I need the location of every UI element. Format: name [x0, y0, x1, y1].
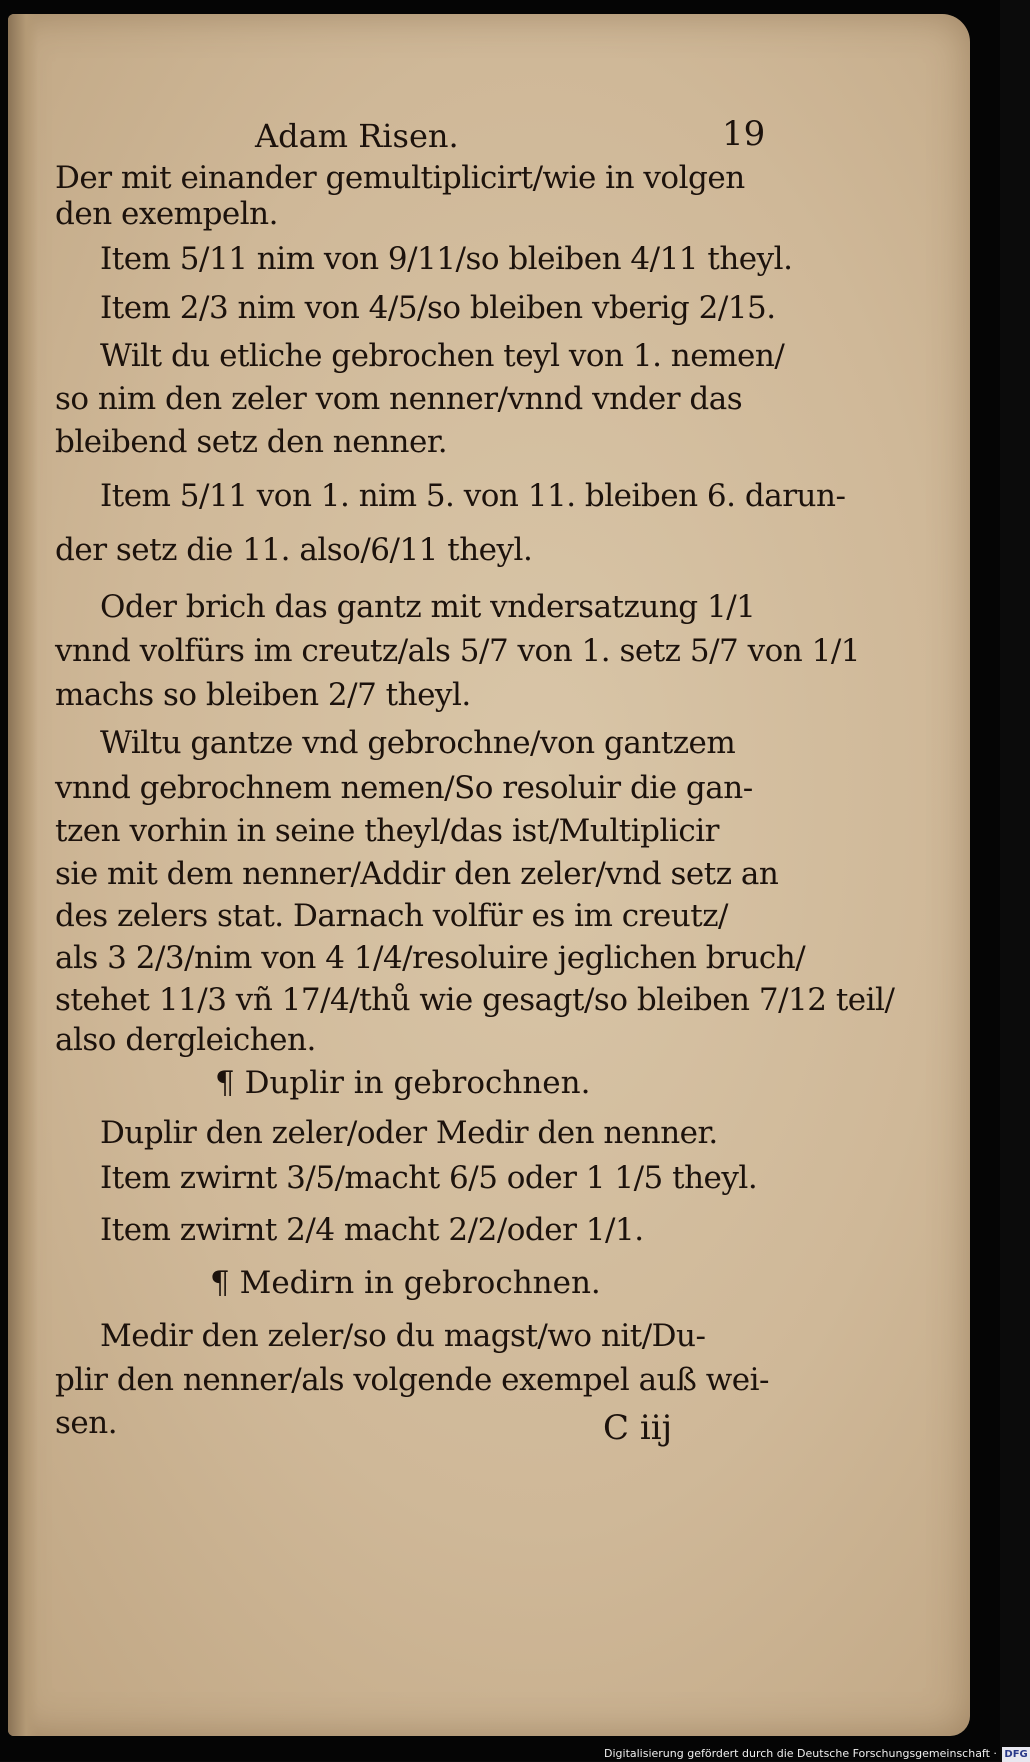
running-head: Adam Risen. — [255, 117, 459, 155]
text-line: Wiltu gantze vnd gebrochne/von gantzem — [100, 725, 736, 761]
text-line: Item 5/11 von 1. nim 5. von 11. bleiben 6. darun- — [100, 478, 846, 514]
text-line: plir den nenner/als volgende exempel auß wei- — [55, 1362, 769, 1398]
pilcrow-mark: ¶ — [210, 1265, 230, 1301]
section-heading-text: Medirn in gebrochnen. — [239, 1265, 601, 1301]
pilcrow-mark: ¶ — [215, 1065, 235, 1101]
text-line: machs so bleiben 2/7 theyl. — [55, 677, 471, 713]
text-line: vnnd volfürs im creutz/als 5/7 von 1. setz 5/7 von 1/1 — [55, 633, 861, 669]
text-line: den exempeln. — [55, 196, 279, 232]
dfg-logo: DFG — [1004, 1749, 1028, 1760]
text-line: Duplir den zeler/oder Medir den nenner. — [100, 1115, 718, 1151]
text-line: Item zwirnt 2/4 macht 2/2/oder 1/1. — [100, 1212, 644, 1248]
digitization-footer — [604, 1746, 1028, 1761]
text-line: Item 5/11 nim von 9/11/so bleiben 4/11 theyl. — [100, 241, 793, 277]
section-heading-medirn — [210, 1265, 601, 1301]
page-number: 19 — [722, 114, 766, 154]
text-line: tzen vorhin in seine theyl/das ist/Multiplicir — [55, 813, 719, 849]
text-line: Oder brich das gantz mit vndersatzung 1/1 — [100, 589, 756, 625]
text-line: sen. — [55, 1405, 118, 1441]
text-line: bleibend setz den nenner. — [55, 424, 448, 460]
text-line: Item zwirnt 3/5/macht 6/5 oder 1 1/5 theyl. — [100, 1160, 758, 1196]
text-line: vnnd gebrochnem nemen/So resoluir die gan- — [55, 770, 753, 806]
text-line: Item 2/3 nim von 4/5/so bleiben vberig 2/15. — [100, 290, 776, 326]
text-line: sie mit dem nenner/Addir den zeler/vnd setz an — [55, 856, 779, 892]
signature-mark: C iij — [603, 1408, 673, 1448]
section-heading-text: Duplir in gebrochnen. — [244, 1065, 591, 1101]
text-line: Medir den zeler/so du magst/wo nit/Du- — [100, 1318, 706, 1354]
text-line: stehet 11/3 vñ 17/4/thů wie gesagt/so bleiben 7/12 teil/ — [55, 982, 895, 1018]
text-line: als 3 2/3/nim von 4 1/4/resoluire jeglichen bruch/ — [55, 940, 806, 976]
footer-text: Digitalisierung gefördert durch die Deutsche Forschungsgemeinschaft · — [604, 1747, 997, 1760]
text-line: so nim den zeler vom nenner/vnnd vnder das — [55, 381, 743, 417]
text-line: Der mit einander gemultiplicirt/wie in volgen — [55, 160, 745, 196]
text-line: Wilt du etliche gebrochen teyl von 1. nemen/ — [100, 338, 785, 374]
text-line: der setz die 11. also/6/11 theyl. — [55, 532, 533, 568]
page-binding-edge — [8, 14, 38, 1736]
text-line: des zelers stat. Darnach volfür es im creutz/ — [55, 898, 728, 934]
text-line: also dergleichen. — [55, 1022, 316, 1058]
section-heading-duplir — [215, 1065, 590, 1101]
